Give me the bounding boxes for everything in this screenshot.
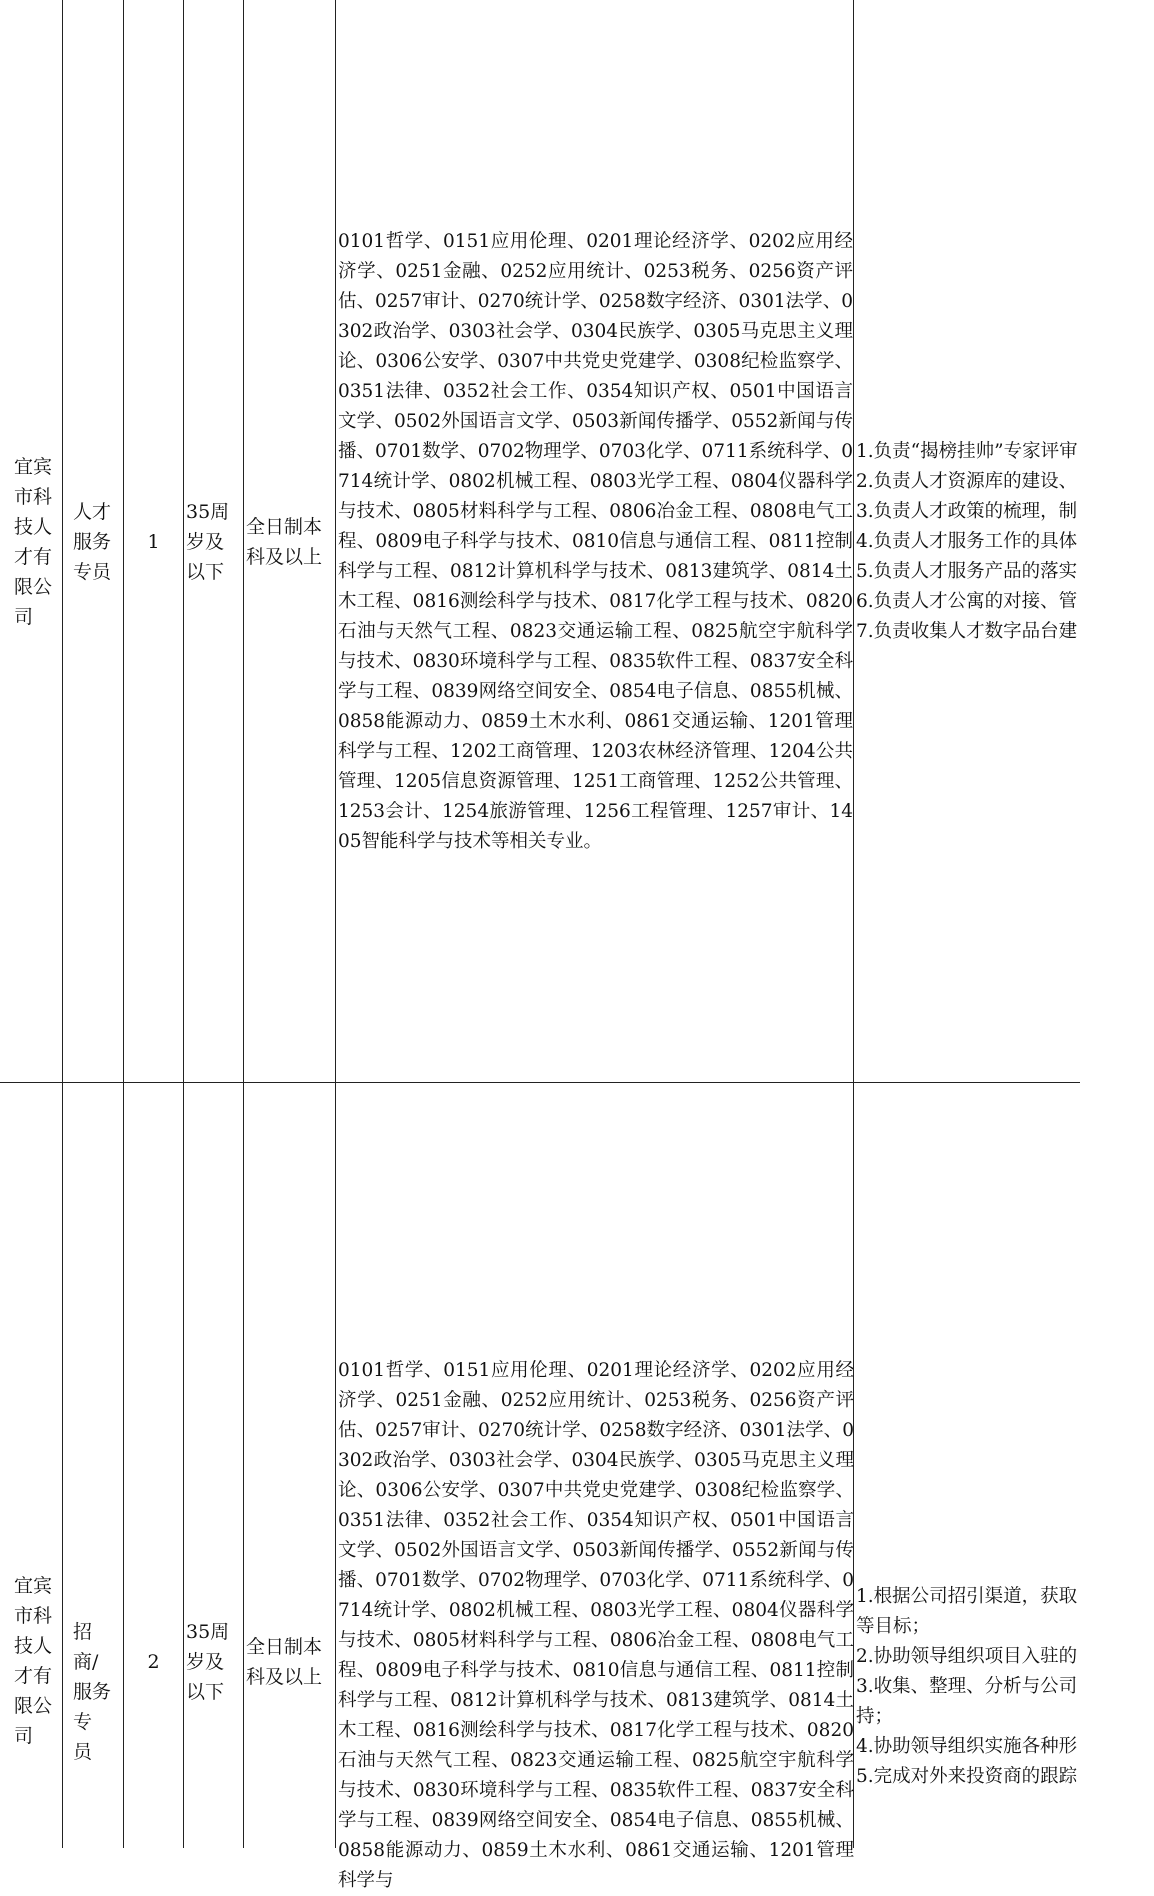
age-cell [184, 0, 244, 1083]
duty-cell [854, 1083, 1080, 1848]
duty-item: 4.协助领导组织实施各种形 [856, 1736, 1078, 1757]
duty-cell [854, 0, 1080, 1083]
headcount-cell [124, 0, 184, 1083]
education-cell [244, 0, 336, 1083]
duty-item: 等目标； [856, 1616, 931, 1637]
duty-item: 3.负责人才政策的梳理，制 [856, 500, 1078, 522]
company-cell [0, 1083, 63, 1848]
duty-item: 1.根据公司招引渠道，获取 [856, 1586, 1078, 1607]
company-name: 宜宾 市科 技人 才有 限公 司 [14, 1575, 53, 1747]
age-requirement: 35周 岁及 以下 [186, 1621, 230, 1703]
post-cell [63, 0, 124, 1083]
duty-list [854, 1582, 1154, 1792]
post-name: 招商/ 服务专 员 [73, 1621, 112, 1763]
age-cell [184, 1083, 244, 1848]
headcount: 2 [147, 1651, 160, 1673]
duty-item: 持； [856, 1706, 894, 1727]
headcount-cell [124, 1083, 184, 1848]
major-cell [336, 0, 854, 1083]
duty-item: 2.负责人才资源库的建设、 [856, 470, 1078, 492]
company-cell [0, 0, 63, 1083]
duty-item: 1.负责“揭榜挂帅”专家评审 [856, 440, 1078, 462]
headcount: 1 [147, 530, 160, 553]
post-name: 人才 服务 专员 [73, 500, 112, 583]
duty-item: 2.协助领导组织项目入驻的 [856, 1646, 1078, 1667]
duty-item: 5.负责人才服务产品的落实 [856, 560, 1078, 582]
education-requirement: 全日制本 科及以上 [246, 1636, 323, 1688]
duty-item: 5.完成对外来投资商的跟踪 [856, 1766, 1078, 1787]
company-name: 宜宾 市科 技人 才有 限公 司 [14, 455, 53, 628]
table-row [0, 1083, 1080, 1891]
duty-item: 6.负责人才公寓的对接、管 [856, 590, 1078, 612]
duty-list [854, 437, 1080, 647]
duty-item: 7.负责收集人才数字品台建 [856, 620, 1078, 642]
major-cell [336, 1083, 854, 1891]
major-requirement: 0101哲学、0151应用伦理、0201理论经济学、0202应用经济学、0251金融、0252应用统计、0253税务、0256资产评估、0257审计、0270统计学、0258数字经济、0301法学、0302政治学、0303社会学、0304民族学、0305马克思主义理论、0306公安学、0307中共党史党建学、0308纪检监察学、0351法律、0352社会工作、0354知识产权、0501中国语言文学、0502外国语言文学、0503新闻传播学、0552新闻与传播、0701数学、0702物理学、0703化学、0711系统科学、0714统计学、0802机械工程、0803光学工程、0804仪器科学与技术、0805材料科学与工程、0806冶金工程、0808电气工程、0809电子科学与技术、0810信息与通信工程、0811控制科学与工程、0812计算机科学与技术、0813建筑学、0814土木工程、0816测绘科学与技术、0817化学工程与技术、0820石油与天然气工程、0823交通运输工程、0825航空宇航科学与技术、0830环境科学与工程、0835软件工程、0837安全科学与工程、0839网络空间安全、0854电子信息、0855机械、0858能源动力、0859土木水利、0861交通运输、1201管理科学与工程、1202工商管理、1203农林经济管理、1204公共管理、1205信息资源管理、1251工商管理、1252公共管理、1253会计、1254旅游管理、1256工程管理、1257审计、1405智能科学与技术等相关专业。 [338, 230, 853, 852]
education-cell [244, 1083, 336, 1848]
duty-item: 4.负责人才服务工作的具体 [856, 530, 1078, 552]
duty-item: 3.收集、整理、分析与公司 [856, 1676, 1078, 1697]
education-requirement: 全日制本 科及以上 [246, 515, 323, 568]
post-cell [63, 1083, 124, 1848]
major-requirement: 0101哲学、0151应用伦理、0201理论经济学、0202应用经济学、0251金融、0252应用统计、0253税务、0256资产评估、0257审计、0270统计学、0258数字经济、0301法学、0302政治学、0303社会学、0304民族学、0305马克思主义理论、0306公安学、0307中共党史党建学、0308纪检监察学、0351法律、0352社会工作、0354知识产权、0501中国语言文学、0502外国语言文学、0503新闻传播学、0552新闻与传播、0701数学、0702物理学、0703化学、0711系统科学、0714统计学、0802机械工程、0803光学工程、0804仪器科学与技术、0805材料科学与工程、0806冶金工程、0808电气工程、0809电子科学与技术、0810信息与通信工程、0811控制科学与工程、0812计算机科学与技术、0813建筑学、0814土木工程、0816测绘科学与技术、0817化学工程与技术、0820石油与天然气工程、0823交通运输工程、0825航空宇航科学与技术、0830环境科学与工程、0835软件工程、0837安全科学与工程、0839网络空间安全、0854电子信息、0855机械、0858能源动力、0859土木水利、0861交通运输、1201管理科学与 [338, 1360, 854, 1891]
age-requirement: 35周 岁及 以下 [186, 500, 230, 583]
